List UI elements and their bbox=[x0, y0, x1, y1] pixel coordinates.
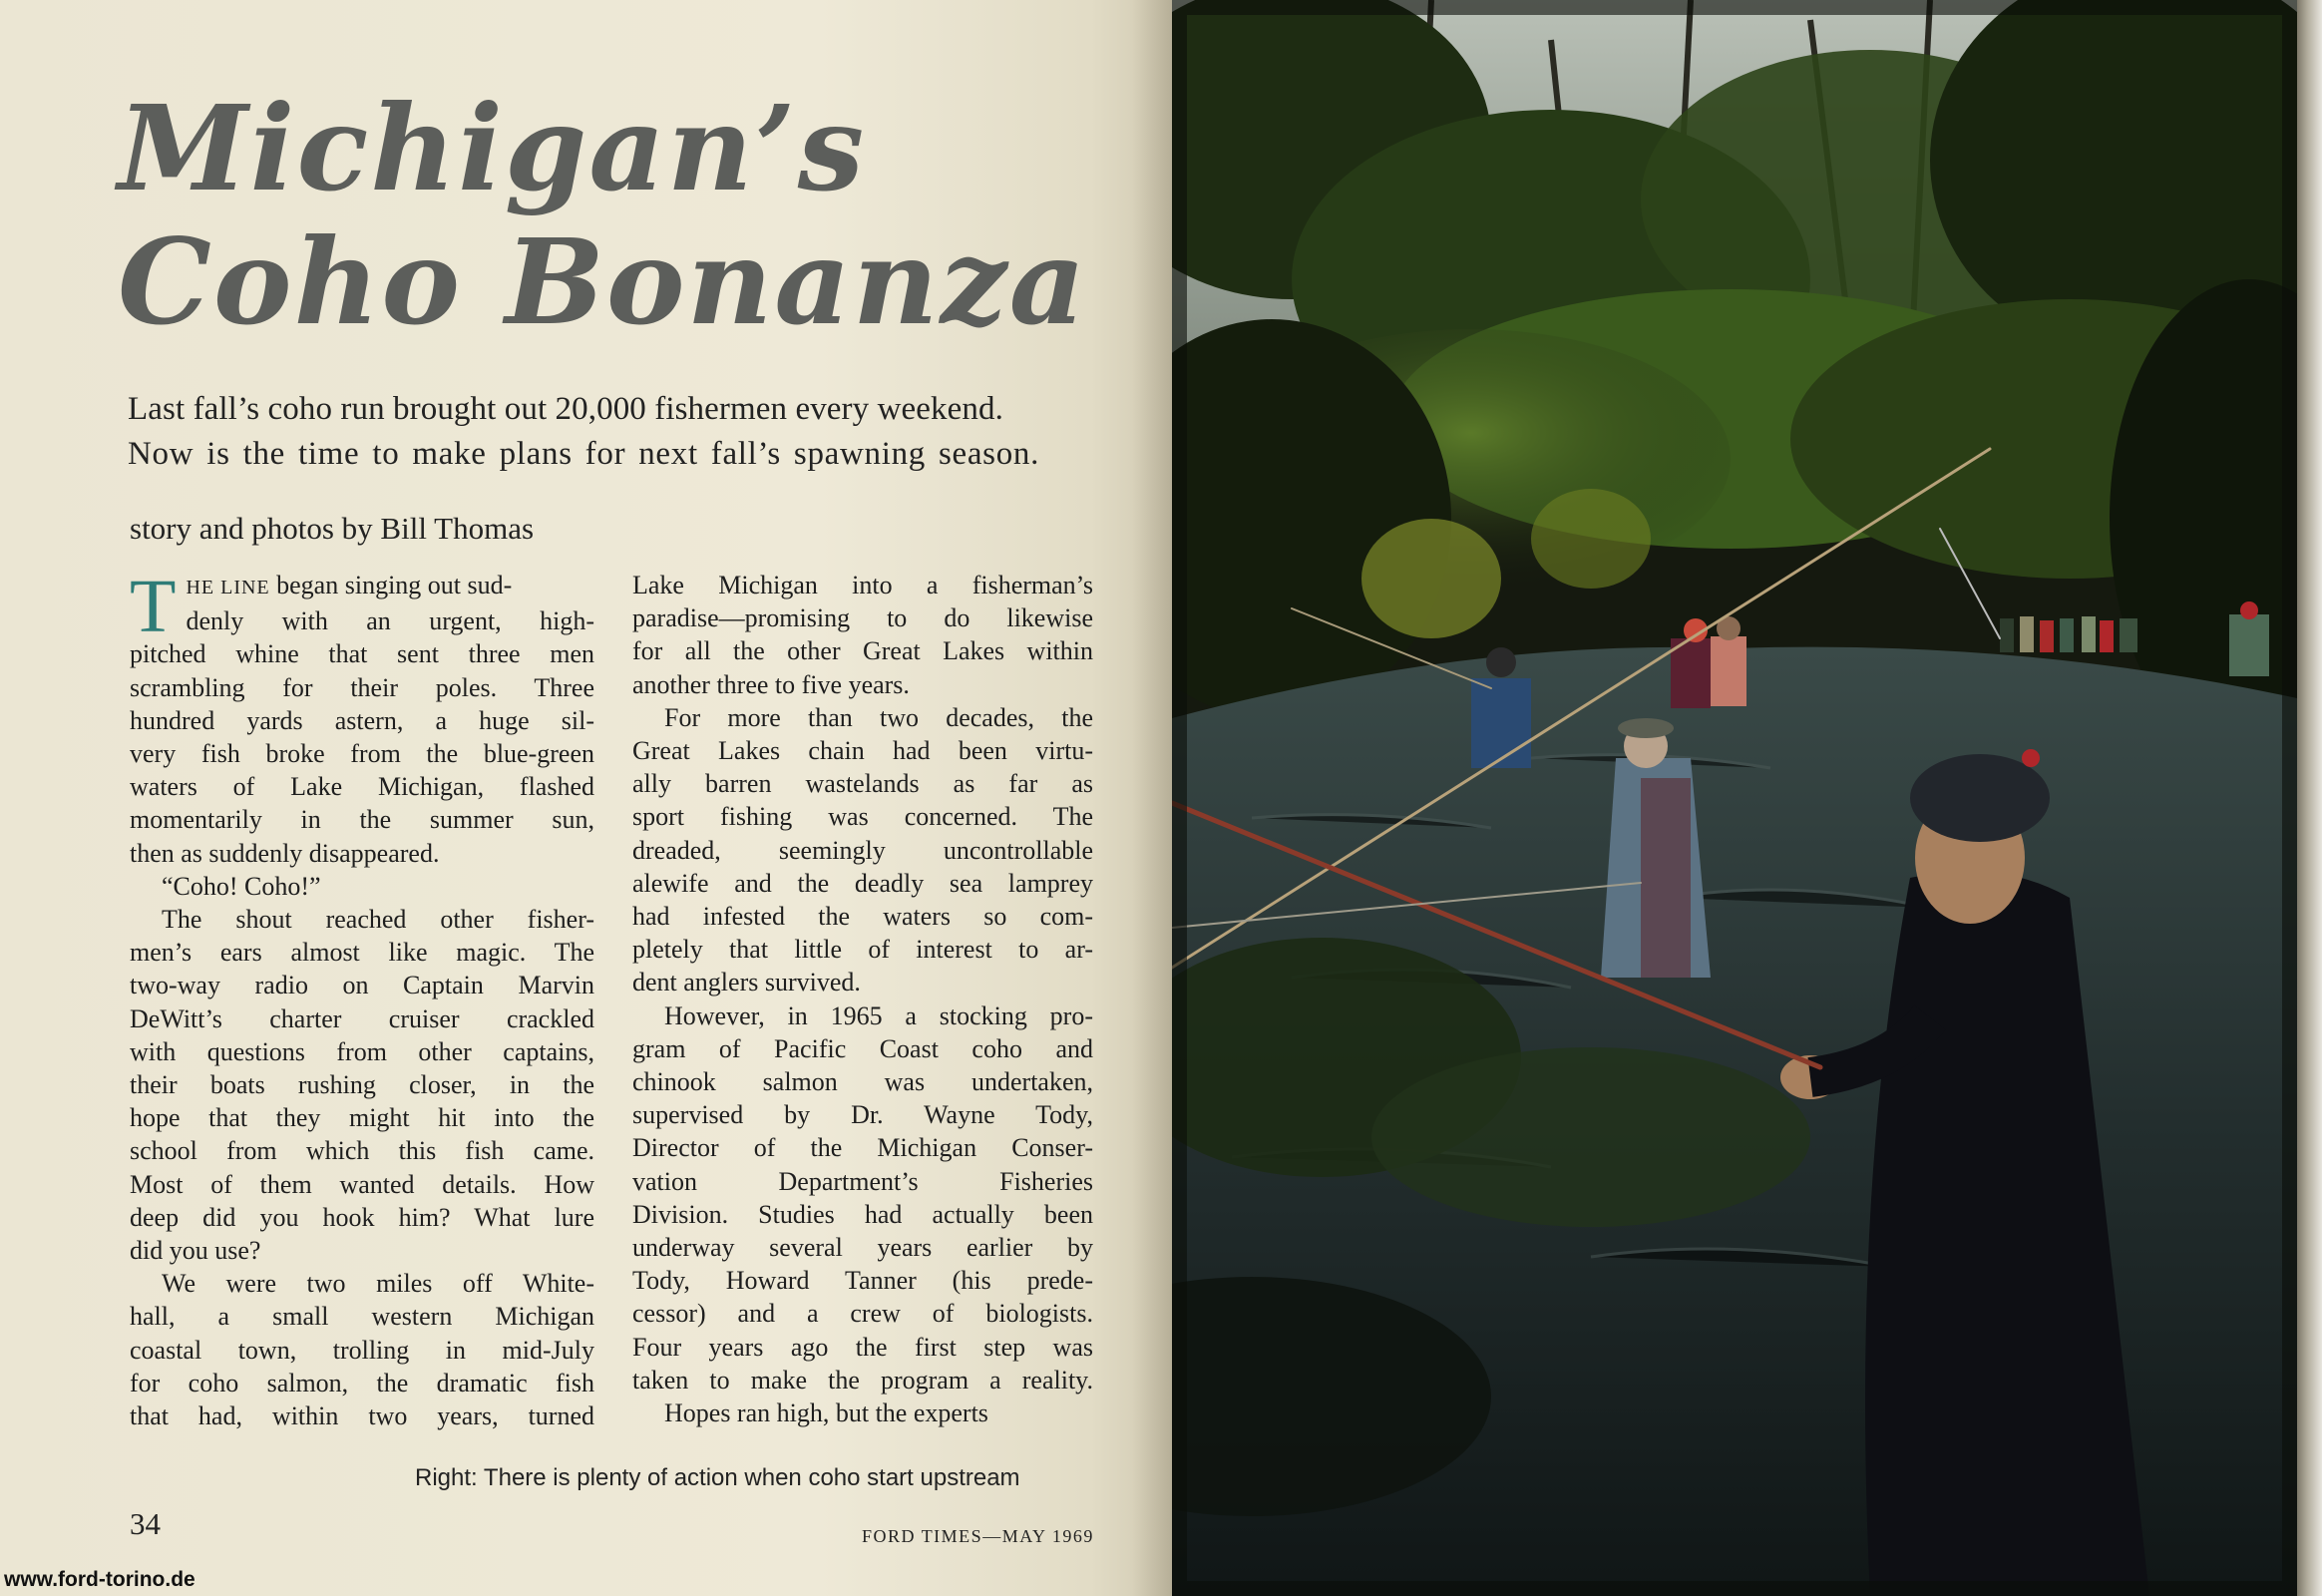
body-column-1 bbox=[130, 565, 594, 1432]
body-line: then as suddenly disappeared. bbox=[130, 838, 440, 868]
body-line: their boats rushing closer, in the bbox=[130, 1070, 594, 1100]
deck-line-1: Last fall’s coho run brought out 20,000 fishermen every weekend. bbox=[128, 391, 1003, 427]
opening-line bbox=[130, 569, 594, 604]
body-line: hope that they might hit into the bbox=[130, 1103, 594, 1133]
body-line: hall, a small western Michigan bbox=[130, 1302, 594, 1332]
body-line: gram of Pacific Coast coho and bbox=[632, 1033, 1093, 1063]
body-line: hundred yards astern, a huge sil- bbox=[130, 705, 594, 735]
body-line: pitched whine that sent three men bbox=[130, 639, 594, 669]
stream-photo bbox=[1172, 0, 2297, 1596]
body-line: cessor) and a crew of biologists. bbox=[632, 1299, 1093, 1329]
body-line: another three to five years. bbox=[632, 669, 910, 699]
body-column-2 bbox=[632, 569, 1093, 1429]
body-line: Most of them wanted details. How bbox=[130, 1169, 594, 1199]
body-line: waters of Lake Michigan, flashed bbox=[130, 772, 594, 802]
body-line: Tody, Howard Tanner (his prede- bbox=[632, 1266, 1093, 1296]
body-line: coastal town, trolling in mid-July bbox=[130, 1335, 594, 1365]
body-line: Director of the Michigan Conser- bbox=[632, 1133, 1093, 1163]
body-line: for coho salmon, the dramatic fish bbox=[130, 1368, 594, 1397]
body-line: The shout reached other fisher- bbox=[162, 905, 594, 935]
body-line: For more than two decades, the bbox=[664, 702, 1093, 732]
body-line: denly with an urgent, high- bbox=[186, 606, 594, 636]
body-line: taken to make the program a reality. bbox=[632, 1365, 1093, 1395]
body-line: very fish broke from the blue-green bbox=[130, 739, 594, 769]
body-line: did you use? bbox=[130, 1236, 261, 1266]
body-line: We were two miles off White- bbox=[162, 1269, 594, 1299]
body-line: had infested the waters so com- bbox=[632, 902, 1093, 932]
headline bbox=[118, 79, 1135, 351]
lead-smallcaps: HE LINE bbox=[186, 577, 270, 598]
body-line: pletely that little of interest to ar- bbox=[632, 935, 1093, 965]
body-line: alewife and the deadly sea lamprey bbox=[632, 868, 1093, 898]
headline-line-2: Coho Bonanza bbox=[118, 212, 1088, 351]
body-line: Great Lakes chain had been virtu- bbox=[632, 736, 1093, 766]
gutter-shadow bbox=[1132, 0, 1172, 1596]
photo-caption: Right: There is plenty of action when coho start upstream bbox=[415, 1464, 1020, 1491]
body-line: DeWitt’s charter cruiser crackled bbox=[130, 1003, 594, 1033]
opening-line-text: began singing out sud- bbox=[269, 571, 513, 599]
byline: story and photos by Bill Thomas bbox=[130, 511, 535, 546]
body-line: men’s ears almost like magic. The bbox=[130, 938, 594, 968]
deck bbox=[128, 387, 1135, 477]
body-line: chinook salmon was undertaken, bbox=[632, 1067, 1093, 1097]
body-line: ally barren wastelands as far as bbox=[632, 769, 1093, 799]
page-number: 34 bbox=[130, 1506, 161, 1541]
body-line: scrambling for their poles. Three bbox=[130, 672, 594, 702]
body-line: deep did you hook him? What lure bbox=[130, 1202, 594, 1232]
body-line: “Coho! Coho!” bbox=[162, 871, 321, 901]
body-line: that had, within two years, turned bbox=[130, 1401, 594, 1431]
drop-cap: T bbox=[130, 565, 177, 648]
body-line: underway several years earlier by bbox=[632, 1233, 1093, 1263]
body-line: sport fishing was concerned. The bbox=[632, 802, 1093, 832]
body-line: supervised by Dr. Wayne Tody, bbox=[632, 1100, 1093, 1130]
body-line: However, in 1965 a stocking pro- bbox=[664, 1000, 1093, 1030]
photo-illustration bbox=[1172, 0, 2297, 1596]
body-line: vation Department’s Fisheries bbox=[632, 1166, 1093, 1196]
deck-line-2: Now is the time to make plans for next fall’s spawning season. bbox=[128, 436, 1040, 472]
body-line: for all the other Great Lakes within bbox=[632, 636, 1093, 666]
body-line: Division. Studies had actually been bbox=[632, 1199, 1093, 1229]
body-line: momentarily in the summer sun, bbox=[130, 805, 594, 835]
body-line: with questions from other captains, bbox=[130, 1036, 594, 1066]
watermark-link[interactable]: www.ford-torino.de bbox=[4, 1568, 195, 1591]
body-line: Four years ago the first step was bbox=[632, 1332, 1093, 1362]
page-edge bbox=[2297, 0, 2322, 1596]
body-line: dreaded, seemingly uncontrollable bbox=[632, 835, 1093, 865]
body-line: dent anglers survived. bbox=[632, 968, 861, 998]
body-line: two-way radio on Captain Marvin bbox=[130, 971, 594, 1000]
body-line: Hopes ran high, but the experts bbox=[664, 1398, 988, 1428]
body-line: school from which this fish came. bbox=[130, 1136, 594, 1166]
body-line: Lake Michigan into a fisherman’s bbox=[632, 571, 1093, 599]
headline-line-1: Michigan’s bbox=[118, 79, 867, 217]
issue-footer: FORD TIMES—MAY 1969 bbox=[862, 1526, 1094, 1546]
body-line: paradise—promising to do likewise bbox=[632, 603, 1093, 633]
